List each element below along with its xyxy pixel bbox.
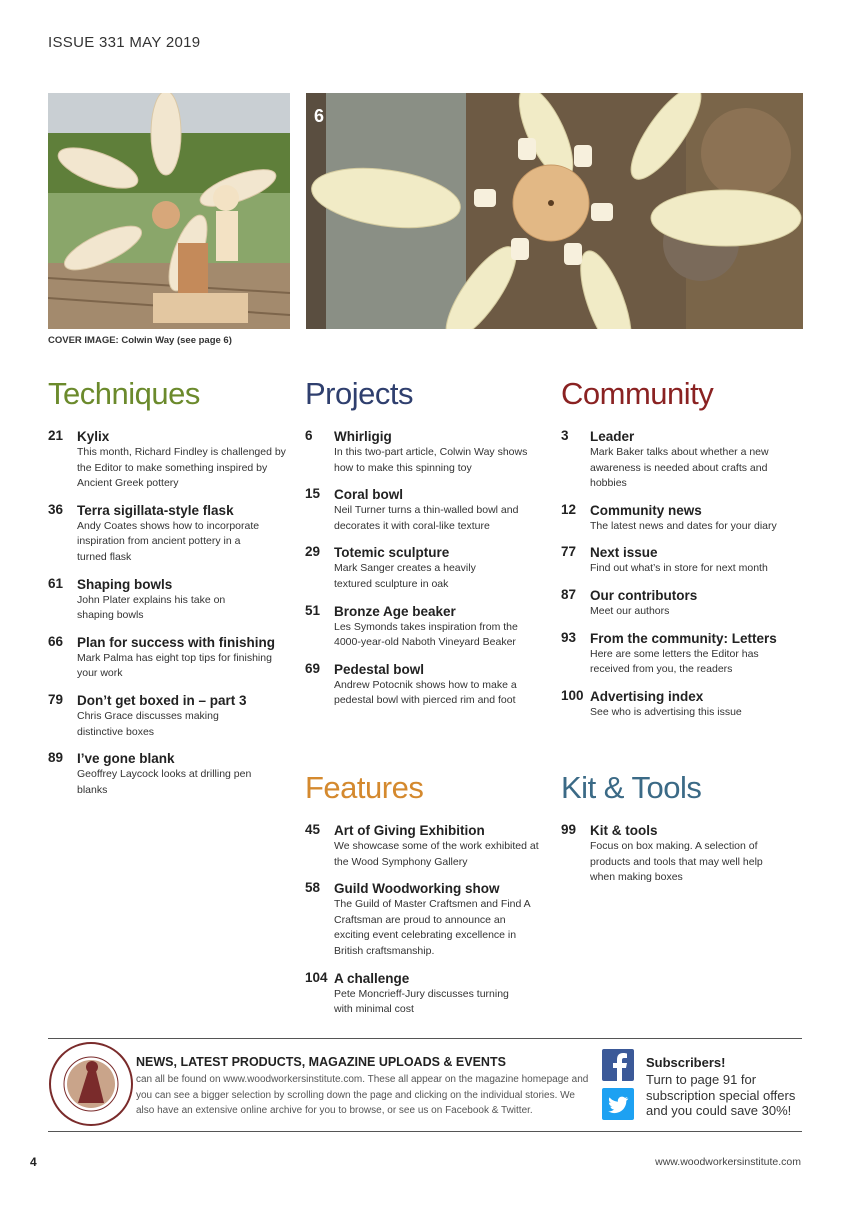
cover-photo: [48, 93, 290, 329]
features-column: [305, 770, 545, 1028]
entry-desc: Here are some letters the Editor has received from you, the readers: [590, 647, 759, 676]
entry-title: Shaping bowls: [77, 576, 173, 592]
entry-page: 51: [305, 602, 321, 618]
entry-page: 104: [305, 969, 328, 985]
news-text: can all be found on www.woodworkersinstitute.com. These all appear on the magazine homepage and you can see a bigger selection by scrolling down the page and clicking on the individual stories. We also have an extensive online archive for you to browse, or see us on Facebook & Twitter.: [136, 1074, 589, 1116]
entry-page: 93: [561, 629, 577, 645]
entry-desc: This month, Richard Findley is challenged by the Editor to make something inspired by Ancient Greek pottery: [77, 446, 286, 490]
contents-entry[interactable]: [305, 603, 545, 651]
entry-title: From the community: Letters: [590, 630, 777, 646]
website-url[interactable]: www.woodworkersinstitute.com: [655, 1156, 801, 1168]
entry-desc: Focus on box making. A selection of products and tools that may well help when making boxes: [590, 840, 763, 884]
entry-title: Community news: [590, 502, 702, 518]
entry-title: Kit & tools: [590, 823, 658, 838]
community-column: [561, 376, 801, 730]
contents-entry[interactable]: [561, 587, 801, 620]
contents-entry[interactable]: [305, 486, 545, 534]
projects-heading: Projects: [305, 376, 413, 411]
contents-entry[interactable]: [48, 750, 288, 798]
entry-desc: Mark Sanger creates a heavily textured sculpture in oak: [334, 562, 476, 590]
facebook-icon[interactable]: [602, 1049, 634, 1081]
projects-column: [305, 376, 545, 719]
contents-entry[interactable]: [305, 880, 545, 959]
entry-title: Art of Giving Exhibition: [334, 823, 485, 838]
contents-entry[interactable]: [561, 822, 801, 886]
techniques-heading: Techniques: [48, 376, 200, 411]
entry-page: 69: [305, 660, 321, 676]
contents-entry[interactable]: [561, 544, 801, 577]
contents-entry[interactable]: [48, 502, 288, 566]
entry-desc: John Plater explains his take on shaping bowls: [77, 593, 226, 622]
entry-page: 36: [48, 501, 64, 517]
entry-desc: Find out what’s in store for next month: [590, 562, 768, 575]
entry-title: Terra sigillata-style flask: [77, 502, 234, 518]
photo-number: 6: [314, 106, 325, 126]
entry-title: Advertising index: [590, 688, 704, 704]
entry-desc: Meet our authors: [590, 604, 670, 617]
cover-caption: COVER IMAGE: Colwin Way (see page 6): [48, 335, 232, 346]
entry-page: 45: [305, 822, 321, 837]
entry-page: 66: [48, 633, 64, 649]
news-box: [48, 1039, 802, 1129]
contents-entry[interactable]: [561, 688, 801, 721]
contents-entry[interactable]: [305, 822, 545, 870]
entry-desc: Pete Moncrieff-Jury discusses turning with minimal cost: [334, 987, 509, 1016]
twitter-icon[interactable]: [602, 1088, 634, 1120]
entry-desc: Chris Grace discusses making distinctive boxes: [77, 709, 219, 738]
entry-page: 12: [561, 501, 577, 517]
kit-tools-column: [561, 770, 801, 896]
contents-entry[interactable]: [48, 692, 288, 740]
contents-entry[interactable]: [48, 428, 288, 492]
entry-page: 61: [48, 575, 64, 591]
entry-page: 6: [305, 428, 313, 443]
page-number: 4: [30, 1155, 37, 1169]
entry-desc: Les Symonds takes inspiration from the 4000-year-old Naboth Vineyard Beaker: [334, 620, 518, 649]
footer-bottom-rule: [48, 1131, 802, 1132]
subscribers-title: Subscribers!: [646, 1055, 726, 1070]
issue-date: ISSUE 331 MAY 2019: [48, 34, 201, 51]
entry-title: Totemic sculpture: [334, 545, 450, 561]
entry-title: Whirligig: [334, 429, 392, 444]
entry-title: Pedestal bowl: [334, 661, 425, 677]
entry-desc: The Guild of Master Craftsmen and Find A Craftsman are proud to announce an exciting event celebrating excellence in British craftsmanship.: [334, 898, 531, 957]
entry-page: 87: [561, 586, 577, 602]
entry-page: 77: [561, 544, 577, 560]
entry-page: 58: [305, 880, 321, 896]
entry-title: Bronze Age beaker: [334, 603, 456, 619]
community-heading: Community: [561, 376, 714, 411]
subscribers-text: Turn to page 91 for subscription special offers and you could save 30%!: [646, 1072, 796, 1118]
contents-entry[interactable]: [48, 576, 288, 624]
contents-entry[interactable]: [305, 661, 545, 709]
entry-page: 15: [305, 486, 321, 502]
entry-desc: Andy Coates shows how to incorporate inspiration from ancient pottery in a turned flask: [77, 519, 260, 563]
entry-page: 99: [561, 822, 577, 837]
entry-desc: Andrew Potocnik shows how to make a pedestal bowl with pierced rim and foot: [334, 678, 517, 707]
entry-title: Next issue: [590, 545, 658, 561]
entry-page: 21: [48, 428, 64, 443]
contents-entry[interactable]: [561, 502, 801, 535]
entry-page: 89: [48, 750, 64, 766]
entry-title: Plan for success with finishing: [77, 634, 276, 650]
contents-entry[interactable]: [305, 428, 545, 476]
entry-title: I’ve gone blank: [77, 751, 175, 767]
contents-entry[interactable]: [48, 634, 288, 682]
entry-page: 79: [48, 691, 64, 707]
entry-title: Guild Woodworking show: [334, 881, 500, 897]
entry-title: A challenge: [334, 970, 410, 986]
contents-entry[interactable]: [561, 630, 801, 678]
entry-desc: Neil Turner turns a thin-walled bowl and decorates it with coral-like texture: [334, 504, 519, 532]
entry-title: Our contributors: [590, 587, 698, 603]
entry-desc: Geoffrey Laycock looks at drilling pen blanks: [77, 768, 252, 796]
entry-title: Coral bowl: [334, 487, 404, 503]
entry-desc: Mark Baker talks about whether a new awareness is needed about crafts and hobbies: [590, 446, 769, 490]
entry-page: 100: [561, 687, 584, 703]
entry-title: Don’t get boxed in – part 3: [77, 692, 247, 708]
entry-desc: The latest news and dates for your diary: [590, 519, 777, 532]
entry-page: 3: [561, 428, 569, 443]
kit-tools-heading: Kit & Tools: [561, 770, 702, 805]
entry-desc: Mark Palma has eight top tips for finishing your work: [77, 651, 272, 680]
news-title: NEWS, LATEST PRODUCTS, MAGAZINE UPLOADS & EVENTS: [136, 1055, 506, 1069]
contents-entry[interactable]: [561, 428, 801, 492]
entry-desc: See who is advertising this issue: [590, 705, 742, 718]
contents-entry[interactable]: [305, 970, 545, 1018]
woodworkers-institute-logo: [48, 1041, 134, 1127]
contents-entry[interactable]: [305, 544, 545, 592]
entry-title: Leader: [590, 429, 635, 444]
techniques-column: [48, 376, 288, 808]
entry-title: Kylix: [77, 429, 110, 444]
features-heading: Features: [305, 770, 424, 805]
entry-desc: We showcase some of the work exhibited at the Wood Symphony Gallery: [334, 840, 539, 868]
whirligig-photo: [306, 93, 803, 329]
entry-page: 29: [305, 544, 321, 560]
entry-desc: In this two-part article, Colwin Way shows how to make this spinning toy: [334, 446, 528, 474]
